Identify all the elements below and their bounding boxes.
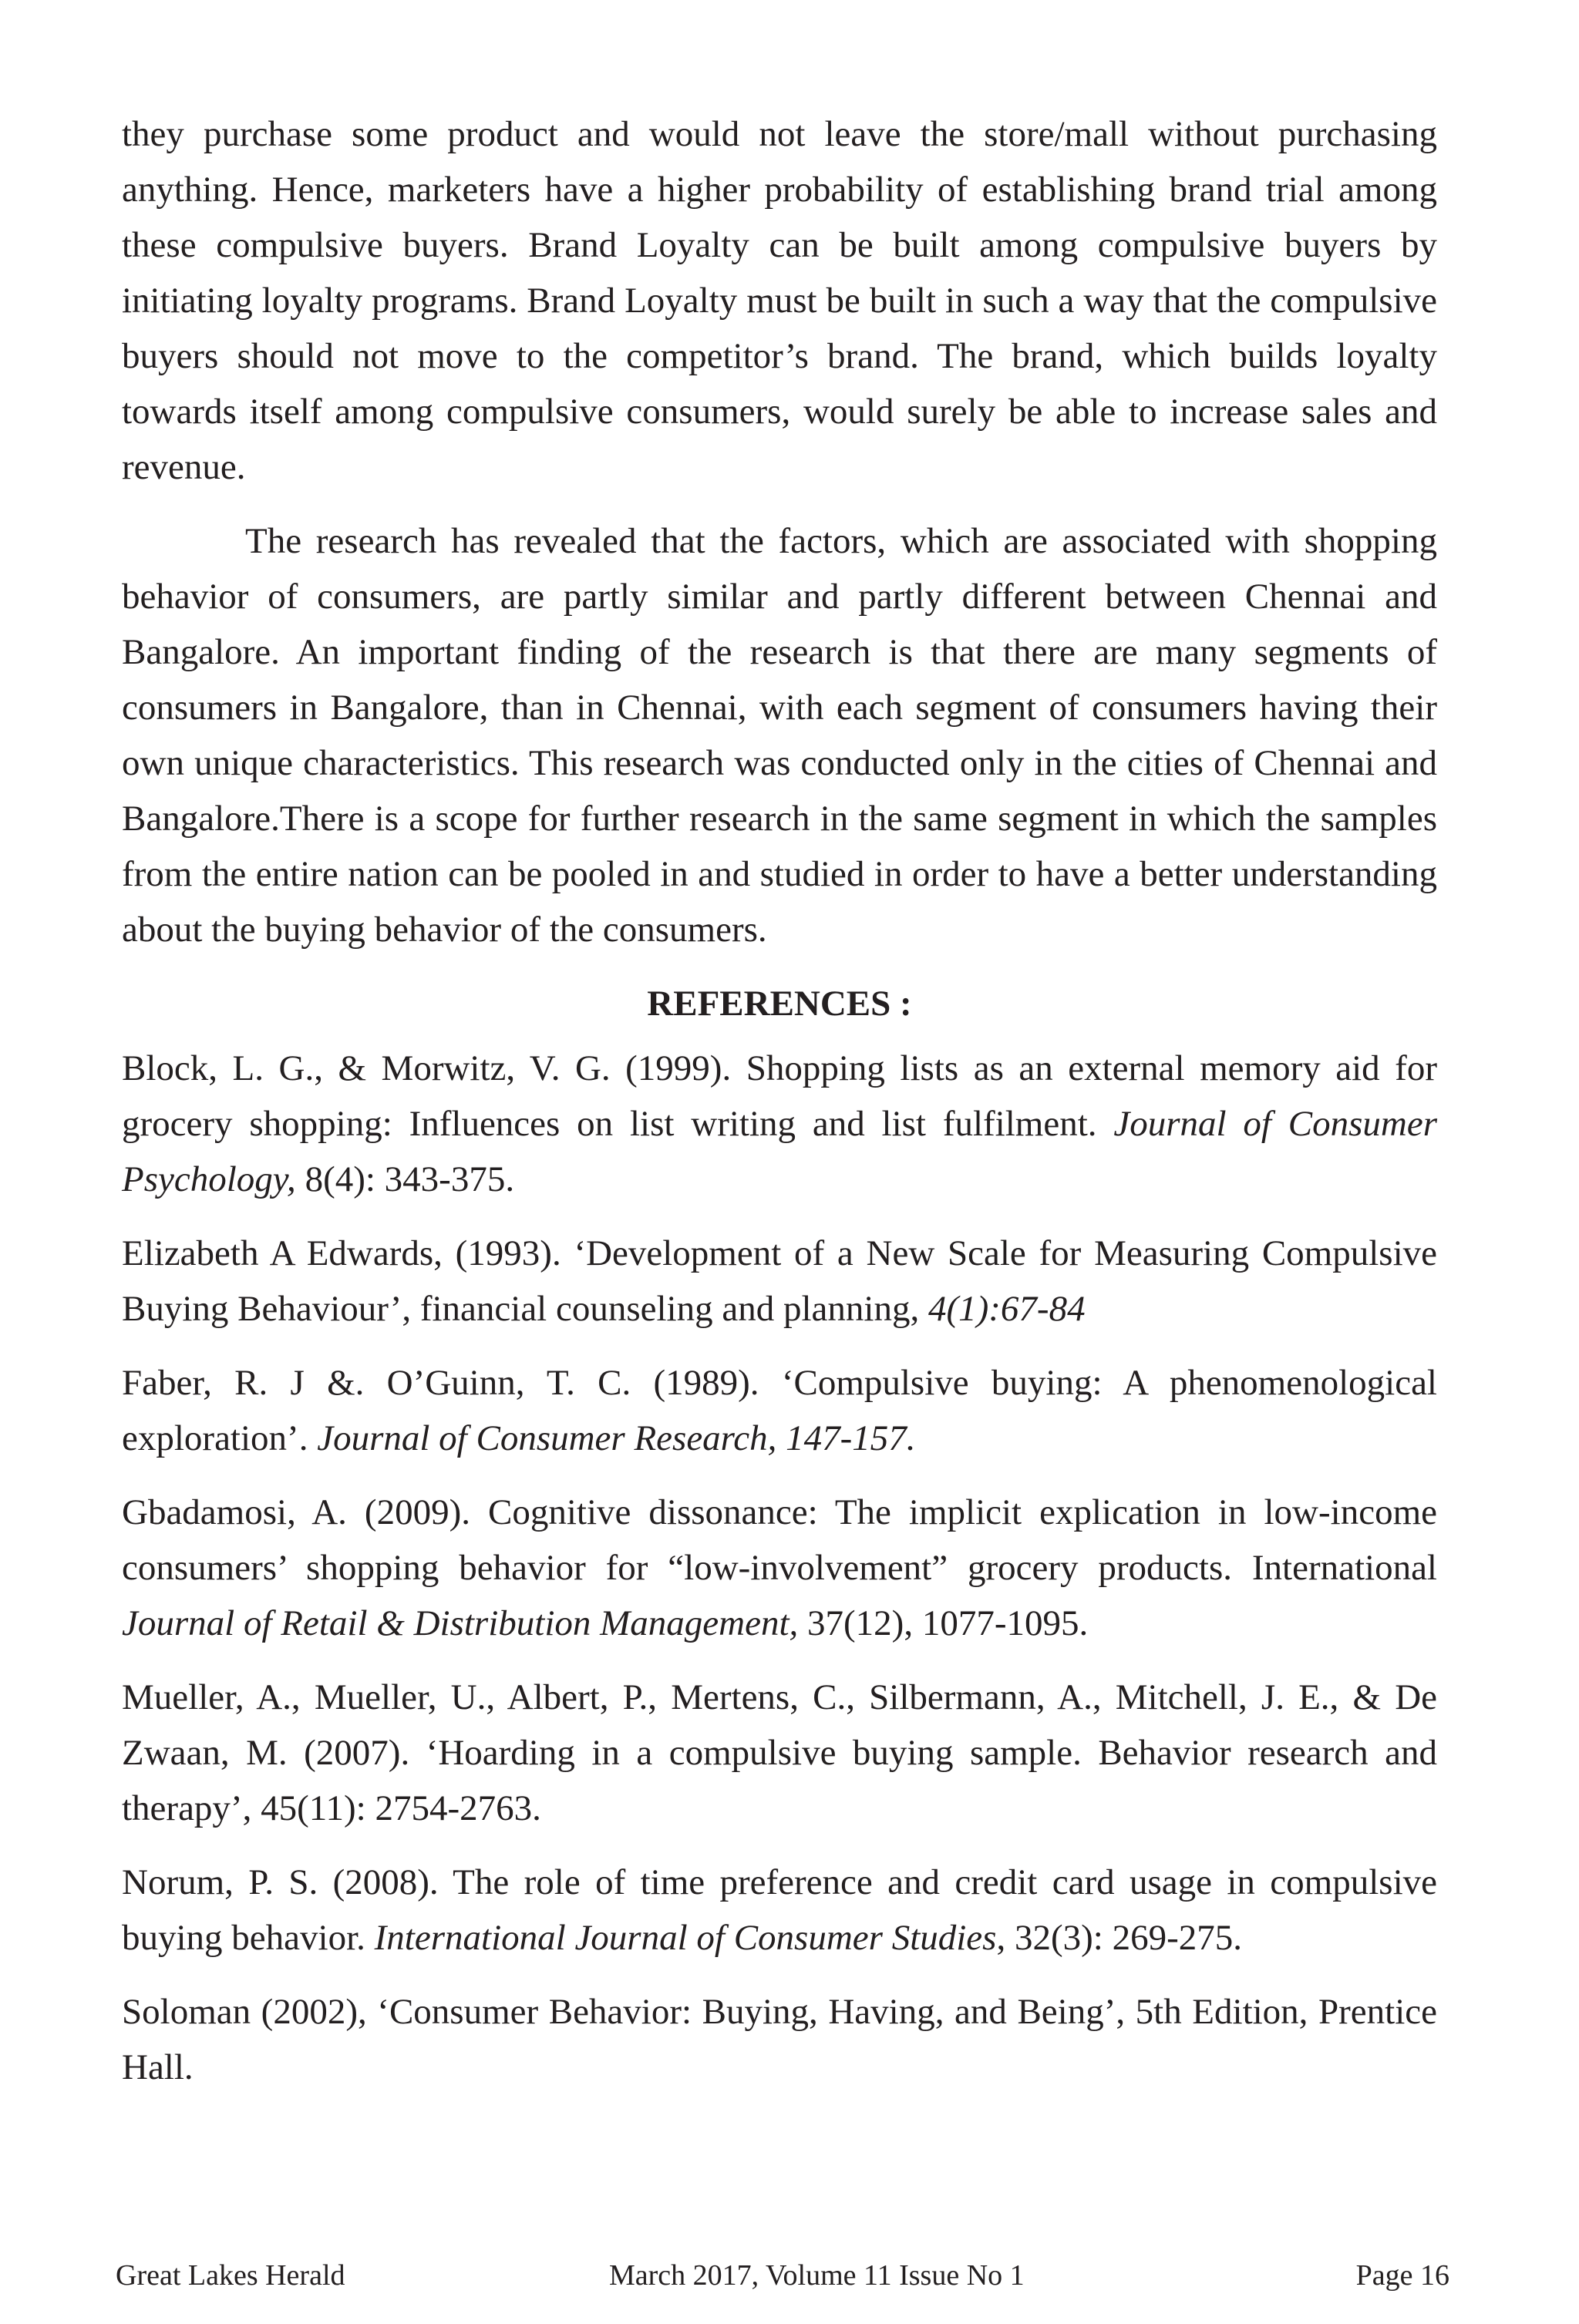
- reference-text: Gbadamosi, A. (2009). Cognitive dissonance: The implicit explication in low-income consumers’ shopping behavior for “low-involvement” grocery products. International: [122, 1492, 1437, 1588]
- reference-text: Elizabeth A Edwards, (1993). ‘Development of a New Scale for Measuring Compulsive Buying Behaviour’, financial counseling and planning,: [122, 1233, 1437, 1329]
- reference-item: [122, 1355, 1437, 1466]
- reference-text: 37(12), 1077-1095.: [798, 1603, 1089, 1643]
- reference-item: [122, 1226, 1437, 1337]
- footer-page-number: Page 16: [1355, 2259, 1449, 2292]
- reference-text: 8(4): 343-375.: [295, 1159, 515, 1199]
- reference-journal: International Journal of Consumer Studies: [374, 1918, 997, 1958]
- body-paragraph: The research has revealed that the factors, which are associated with shopping behavior of consumers, are partly similar and partly different between Chennai and Bangalore. An important finding of the research is that there are many segments of consumers in Bangalore, than in Chennai, with each segment of consumers having their own unique characteristics. This research was conducted only in the cities of Chennai and Bangalore.There is a scope for further research in the same segment in which the samples from the entire nation can be pooled in and studied in order to have a better understanding about the buying behavior of the consumers.: [122, 521, 1437, 950]
- reference-item: [122, 1485, 1437, 1651]
- reference-text: Norum, P. S. (2008). The role of time preference and credit card usage in compulsive buying behavior.: [122, 1862, 1437, 1958]
- reference-text: Soloman (2002), ‘Consumer Behavior: Buying, Having, and Being’, 5th Edition, Prentice Hall.: [122, 1992, 1437, 2087]
- reference-text: Block, L. G., & Morwitz, V. G. (1999). Shopping lists as an external memory aid for grocery shopping: Influences on list writing and list fulfilment.: [122, 1048, 1437, 1144]
- reference-item: [122, 1855, 1437, 1966]
- reference-item: [122, 1984, 1437, 2095]
- reference-journal: Journal of Retail & Distribution Management,: [122, 1603, 799, 1643]
- reference-text: , 32(3): 269-275.: [996, 1918, 1242, 1958]
- reference-text: Mueller, A., Mueller, U., Albert, P., Mertens, C., Silbermann, A., Mitchell, J. E., & De Zwaan, M. (2007). ‘Hoarding in a compulsive buying sample. Behavior research and therapy’, 45(11): 2754-2763.: [122, 1677, 1437, 1828]
- page-content: [122, 106, 1437, 2095]
- references-heading: REFERENCES :: [647, 984, 912, 1024]
- footer-issue: March 2017, Volume 11 Issue No 1: [609, 2259, 1025, 2292]
- reference-journal: Journal of Consumer Psychology,: [122, 1104, 1437, 1199]
- footer-journal-name: Great Lakes Herald: [116, 2259, 345, 2292]
- reference-journal: 4(1):67-84: [928, 1289, 1086, 1329]
- body-paragraph: they purchase some product and would not leave the store/mall without purchasing anything. Hence, marketers have a higher probability of establishing brand trial among these compulsive buyers. Brand Loyalty can be built among compulsive buyers by initiating loyalty programs. Brand Loyalty must be built in such a way that the compulsive buyers should not move to the competitor’s brand. The brand, which builds loyalty towards itself among compulsive consumers, would surely be able to increase sales and revenue.: [122, 114, 1437, 487]
- reference-item: [122, 1670, 1437, 1836]
- reference-item: [122, 1041, 1437, 1207]
- reference-journal: Journal of Consumer Research, 147-157.: [317, 1418, 916, 1458]
- reference-text: Faber, R. J &. O’Guinn, T. C. (1989). ‘Compulsive buying: A phenomenological exploration’.: [122, 1363, 1437, 1458]
